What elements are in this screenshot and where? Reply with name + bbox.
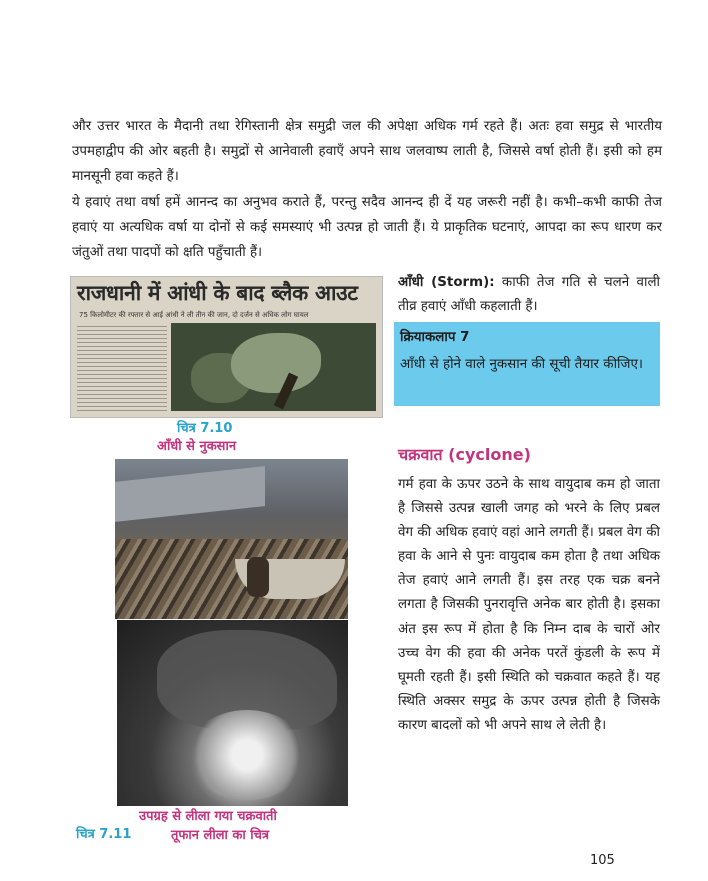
paragraph-disasters: ये हवाएं तथा वर्षा हमें आनन्द का अनुभव कराते हैं, परन्तु सदैव आनन्द ही दें यह जरूरी नहीं है। कभी–कभी काफी तेज हवाएं या अत्यधिक वर्षा या दोनों से कई समस्याएं भी उत्पन्न हो जाती हैं। ये प्राकृतिक घटनाएं, आपदा का रूप धारण कर जंतुओं तथा पादपों को क्षति पहुँचाती हैं। <box>72 195 662 260</box>
satellite-cyclone-image <box>117 620 348 806</box>
fallen-tree <box>231 333 321 393</box>
figure-7-11-caption-line1: उपग्रह से लीला गया चक्रवाती <box>139 809 277 824</box>
cyclone-heading: चक्रवात (cyclone) <box>398 445 531 464</box>
child-figure <box>247 557 269 597</box>
cyclone-paragraph: गर्म हवा के ऊपर उठने के साथ वायुदाब कम हो जाता है जिससे उत्पन्न खाली जगह को भरने के लिए प्रबल वेग की अधिक हवाएं वहां आने लगती हैं। प्रबल वेग की हवा के आने से पुनः वायुदाब कम होता है तथा अधिक तेज हवाएं आने लगती हैं। इस तरह एक चक्र बनने लगता है जिसकी पुनरावृत्ति अनेक बार होती है। इसका अंत इस रूप में होता है कि निम्न दाब के चारों ओर उच्च वेग की हवा की अनेक परतें कुंडली के रूप में घूमती रहती हैं। इसी स्थिति को चक्रवात कहते हैं। यह स्थिति अक्सर समुद्र के ऊपर उत्पन्न होती है जिसके कारण बादलों को भी अपने साथ ले लेती है। <box>398 477 660 733</box>
cyclone-cloud <box>187 710 307 800</box>
storm-term: आँधी (Storm): <box>398 275 495 290</box>
figure-7-11-number: चित्र 7.11 <box>76 827 132 842</box>
storm-definition <box>398 271 660 319</box>
figure-7-10-caption: आँधी से नुकसान <box>157 439 237 454</box>
activity-text: आँधी से होने वाले नुकसान की सूची तैयार कीजिए। <box>400 357 643 372</box>
newspaper-headline: राजधानी में आंधी के बाद ब्लैक आउट <box>77 281 358 305</box>
figure-7-10-number: चित्र 7.10 <box>177 421 233 436</box>
paragraph-monsoon: और उत्तर भारत के मैदानी तथा रेगिस्तानी क्षेत्र समुद्री जल की अपेक्षा अधिक गर्म रहते हैं। अतः हवा समुद्र से भारतीय उपमहाद्वीप की ओर बहती है। समुद्रों से आनेवाली हवाएँ अपने साथ जलवाष्प लाती है, जिससे वर्षा होती हैं। इसी को हम मानसूनी हवा कहते हैं। <box>72 119 662 184</box>
storm-text: काफी तेज गति से चलने वाली तीव्र हवाएं आँधी कहलाती हैं। <box>398 275 660 314</box>
newspaper-subheadline: 75 किलोमीटर की रफ्तार से आई आंधी ने ली तीन की जान, दो दर्जन से अधिक लोग घायल <box>79 311 309 319</box>
page-number: 105 <box>590 853 615 868</box>
activity-title: क्रियाकलाप 7 <box>400 330 470 345</box>
newspaper-text-column <box>77 323 167 411</box>
newspaper-clipping-image <box>70 276 383 418</box>
activity-box <box>394 322 660 406</box>
storm-damage-photo <box>171 323 376 411</box>
cyclone-damage-photo <box>115 459 348 619</box>
figure-7-11-caption-line2: तूफान लीला का चित्र <box>171 828 270 843</box>
